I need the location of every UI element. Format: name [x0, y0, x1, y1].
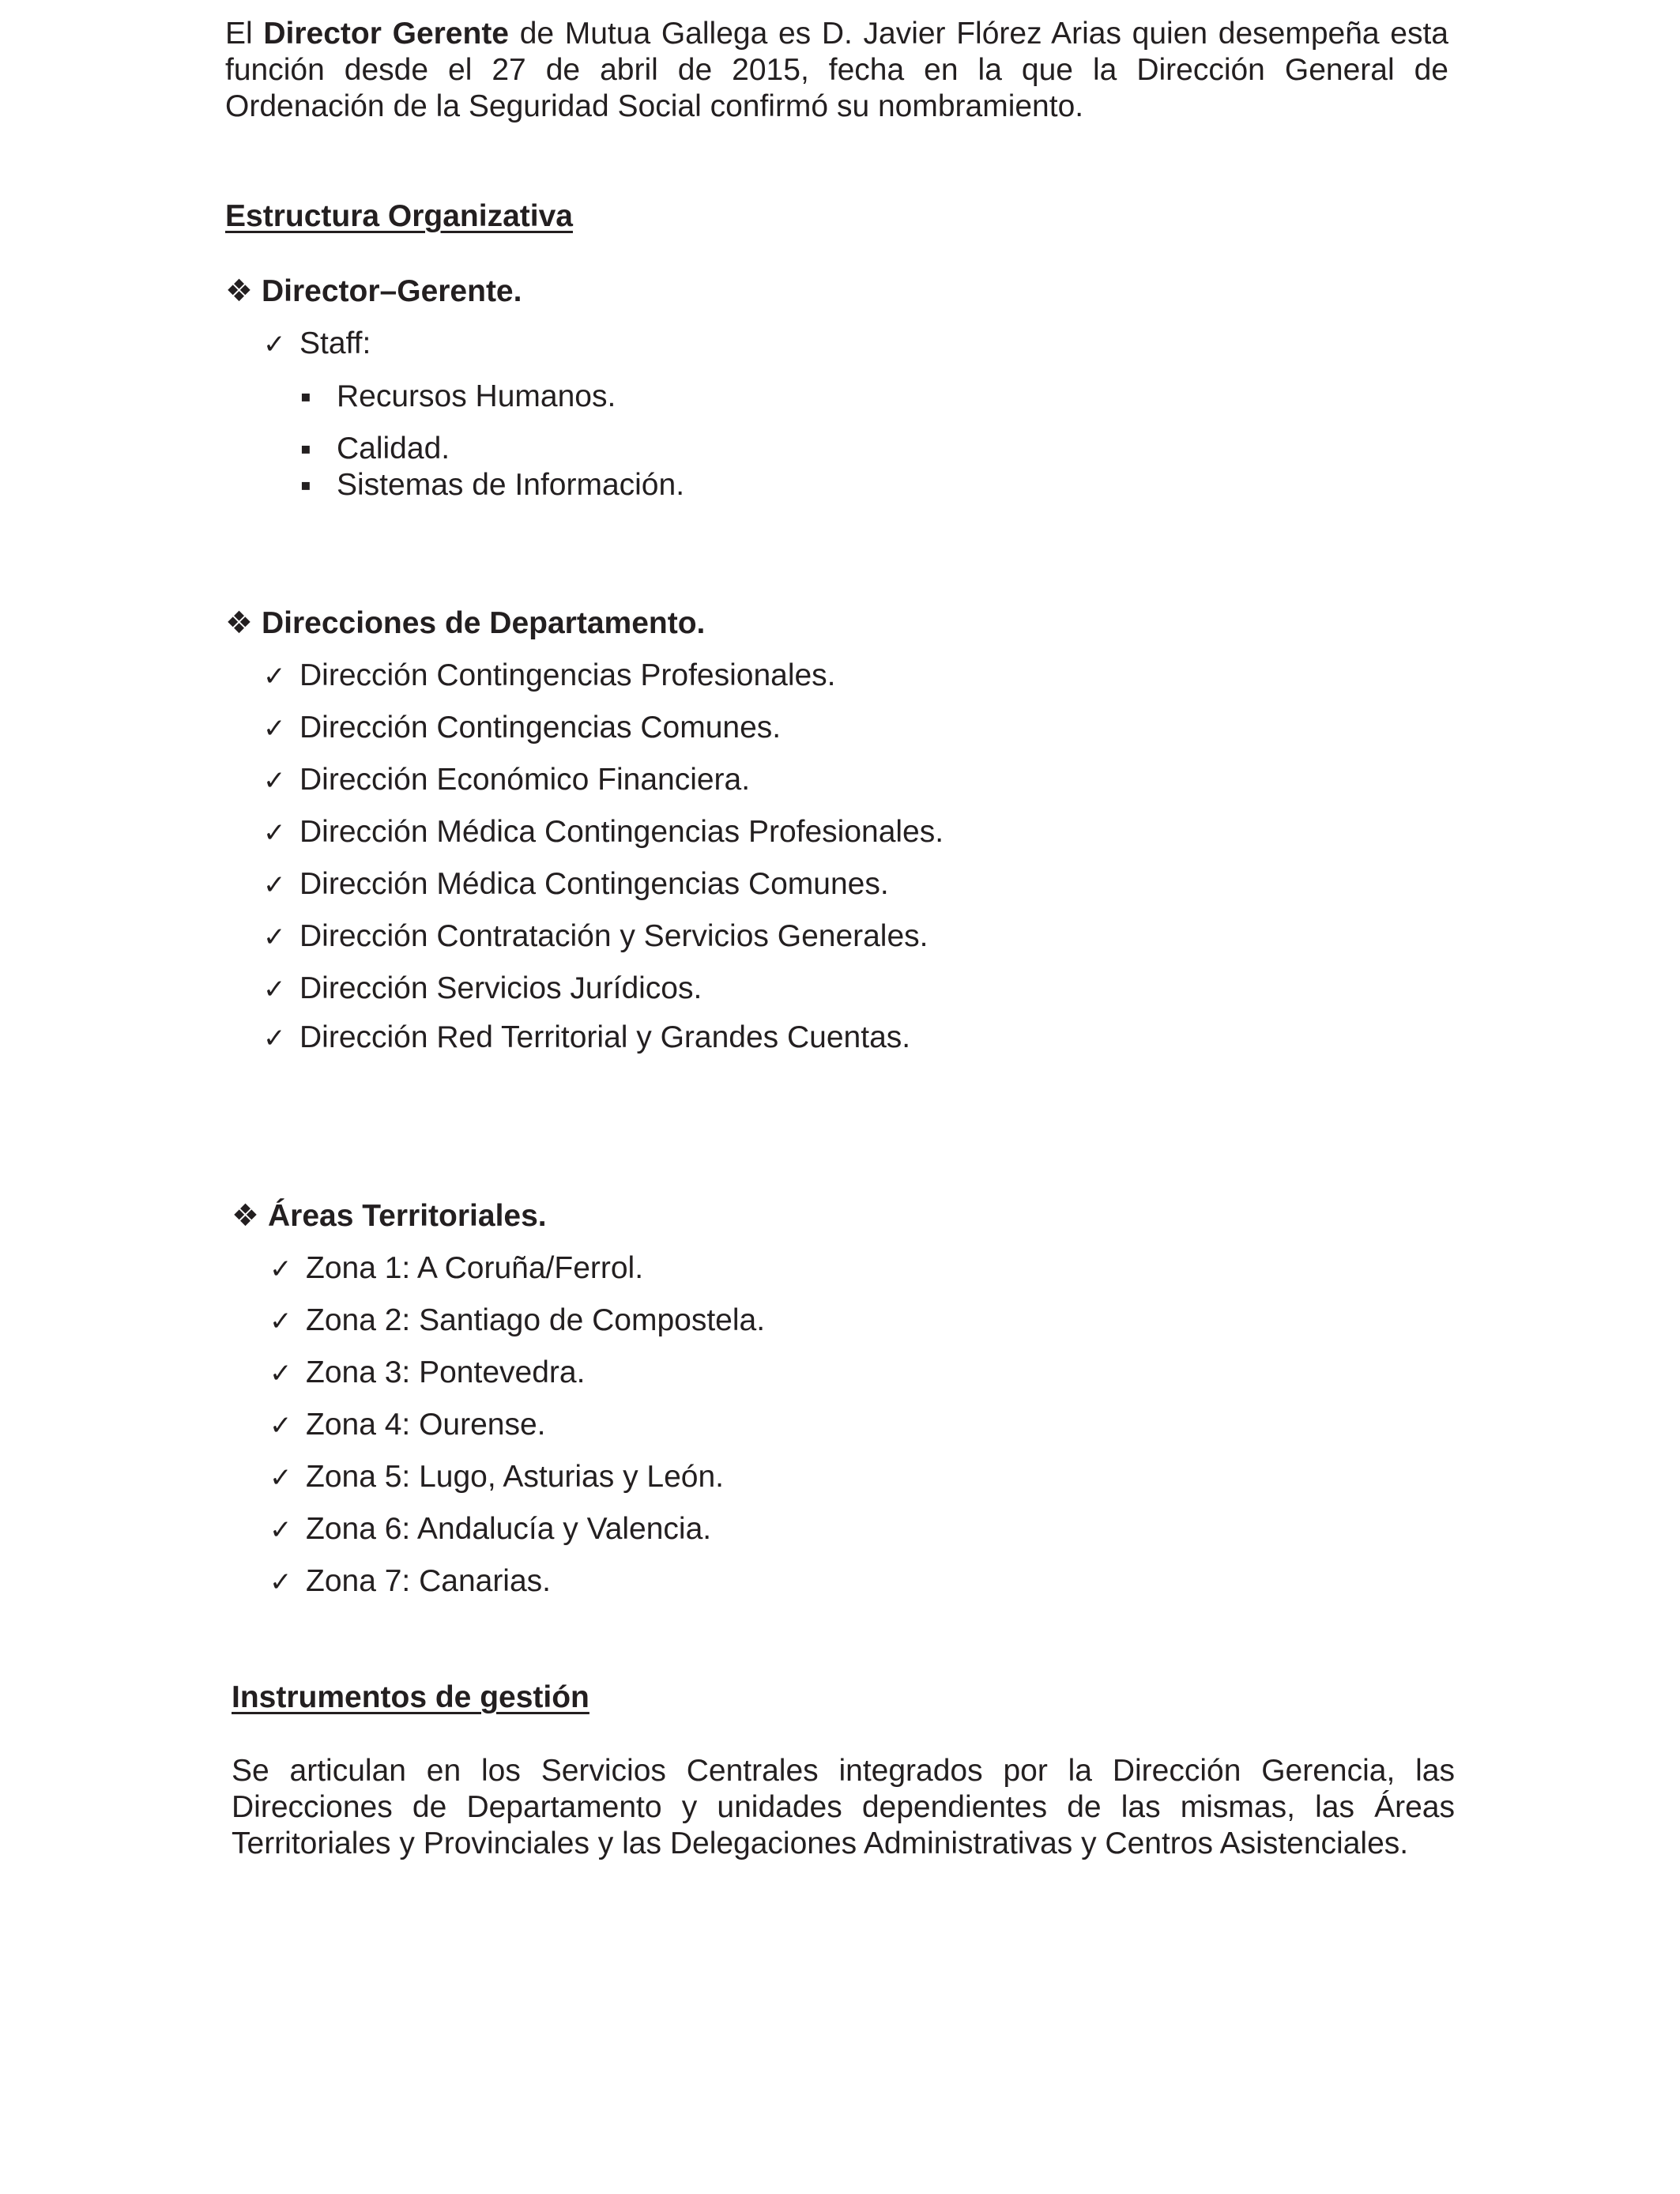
department-item-label: Dirección Contingencias Comunes. [299, 711, 782, 745]
staff-sub-item [300, 430, 450, 467]
staff-sub-item [300, 466, 684, 503]
department-item [263, 971, 702, 1008]
area-item [269, 1407, 546, 1444]
director-section-title [225, 273, 522, 310]
structure-heading: Estructura Organizativa [225, 199, 573, 233]
check-icon: ✓ [263, 713, 286, 745]
staff-sub-item-label: Calidad. [337, 432, 450, 466]
department-item [263, 658, 836, 695]
check-icon: ✓ [263, 817, 286, 849]
staff-sub-item-label: Recursos Humanos. [337, 379, 616, 413]
area-item [269, 1511, 711, 1548]
department-item [263, 1020, 910, 1057]
diamond-bullet-icon: ❖ [232, 1199, 259, 1233]
department-item [263, 918, 929, 956]
area-item [269, 1302, 765, 1340]
department-item-label: Dirección Contingencias Profesionales. [299, 658, 836, 692]
areas-section-title [232, 1198, 547, 1235]
check-icon: ✓ [269, 1566, 292, 1598]
area-item [269, 1355, 585, 1392]
check-icon: ✓ [263, 765, 286, 797]
area-item-label: Zona 6: Andalucía y Valencia. [306, 1512, 712, 1546]
square-bullet-icon: ▪ [300, 439, 311, 458]
department-item [263, 814, 944, 851]
square-bullet-icon: ▪ [300, 386, 311, 405]
check-icon: ✓ [263, 1023, 286, 1054]
area-item-label: Zona 2: Santiago de Compostela. [306, 1303, 766, 1337]
intro-bold: Director Gerente [263, 17, 509, 51]
area-item [269, 1250, 643, 1287]
departments-section-title [225, 605, 705, 642]
check-icon: ✓ [263, 869, 286, 901]
area-item-label: Zona 5: Lugo, Asturias y León. [306, 1460, 725, 1494]
intro-prefix: El [225, 17, 264, 51]
department-item-label: Dirección Médica Contingencias Profesionales. [299, 815, 944, 849]
square-bullet-icon: ▪ [300, 475, 311, 494]
check-icon: ✓ [263, 661, 286, 692]
check-icon: ✓ [269, 1358, 292, 1389]
departments-title: Direcciones de Departamento. [262, 606, 706, 640]
diamond-bullet-icon: ❖ [225, 274, 253, 308]
area-item-label: Zona 4: Ourense. [306, 1408, 546, 1442]
check-icon: ✓ [263, 922, 286, 953]
area-item [269, 1459, 724, 1496]
instruments-heading: Instrumentos de gestión [232, 1680, 590, 1714]
department-item-label: Dirección Económico Financiera. [299, 763, 751, 797]
staff-sub-item [300, 378, 616, 415]
area-item-label: Zona 1: A Coruña/Ferrol. [306, 1251, 644, 1285]
area-item-label: Zona 3: Pontevedra. [306, 1355, 586, 1389]
check-icon: ✓ [269, 1410, 292, 1442]
diamond-bullet-icon: ❖ [225, 606, 253, 640]
check-icon: ✓ [269, 1462, 292, 1494]
staff-sub-item-label: Sistemas de Información. [337, 468, 685, 502]
intro-rest: de Mutua Gallega es D. Javier Flórez Arias quien desempeña esta función desde el 27 de abril de 2015, fecha en la que la Dirección General de Ordenación de la Seguridad Social confirmó su nombramiento. [225, 17, 1448, 123]
area-item-label: Zona 7: Canarias. [306, 1564, 552, 1598]
check-icon: ✓ [269, 1306, 292, 1337]
department-item [263, 866, 889, 903]
intro-paragraph [225, 16, 1448, 125]
staff-label: Staff: [299, 326, 371, 360]
department-item-label: Dirección Médica Contingencias Comunes. [299, 867, 889, 901]
department-item [263, 762, 750, 799]
department-item-label: Dirección Servicios Jurídicos. [299, 971, 703, 1005]
department-item [263, 710, 781, 747]
check-icon: ✓ [263, 329, 286, 360]
area-item [269, 1563, 551, 1600]
check-icon: ✓ [269, 1253, 292, 1285]
department-item-label: Dirección Red Territorial y Grandes Cuentas. [299, 1020, 911, 1054]
department-item-label: Dirección Contratación y Servicios Generales. [299, 919, 929, 953]
staff-item [263, 326, 371, 363]
director-title: Director–Gerente. [262, 274, 522, 308]
check-icon: ✓ [269, 1514, 292, 1546]
areas-title: Áreas Territoriales. [268, 1199, 547, 1233]
check-icon: ✓ [263, 974, 286, 1005]
instruments-paragraph: Se articulan en los Servicios Centrales integrados por la Dirección Gerencia, las Direcciones de Departamento y unidades dependientes de las mismas, las Áreas Territoriales y Provinciales y las Delegaciones Administrativas y Centros Asistenciales. [232, 1754, 1455, 1860]
